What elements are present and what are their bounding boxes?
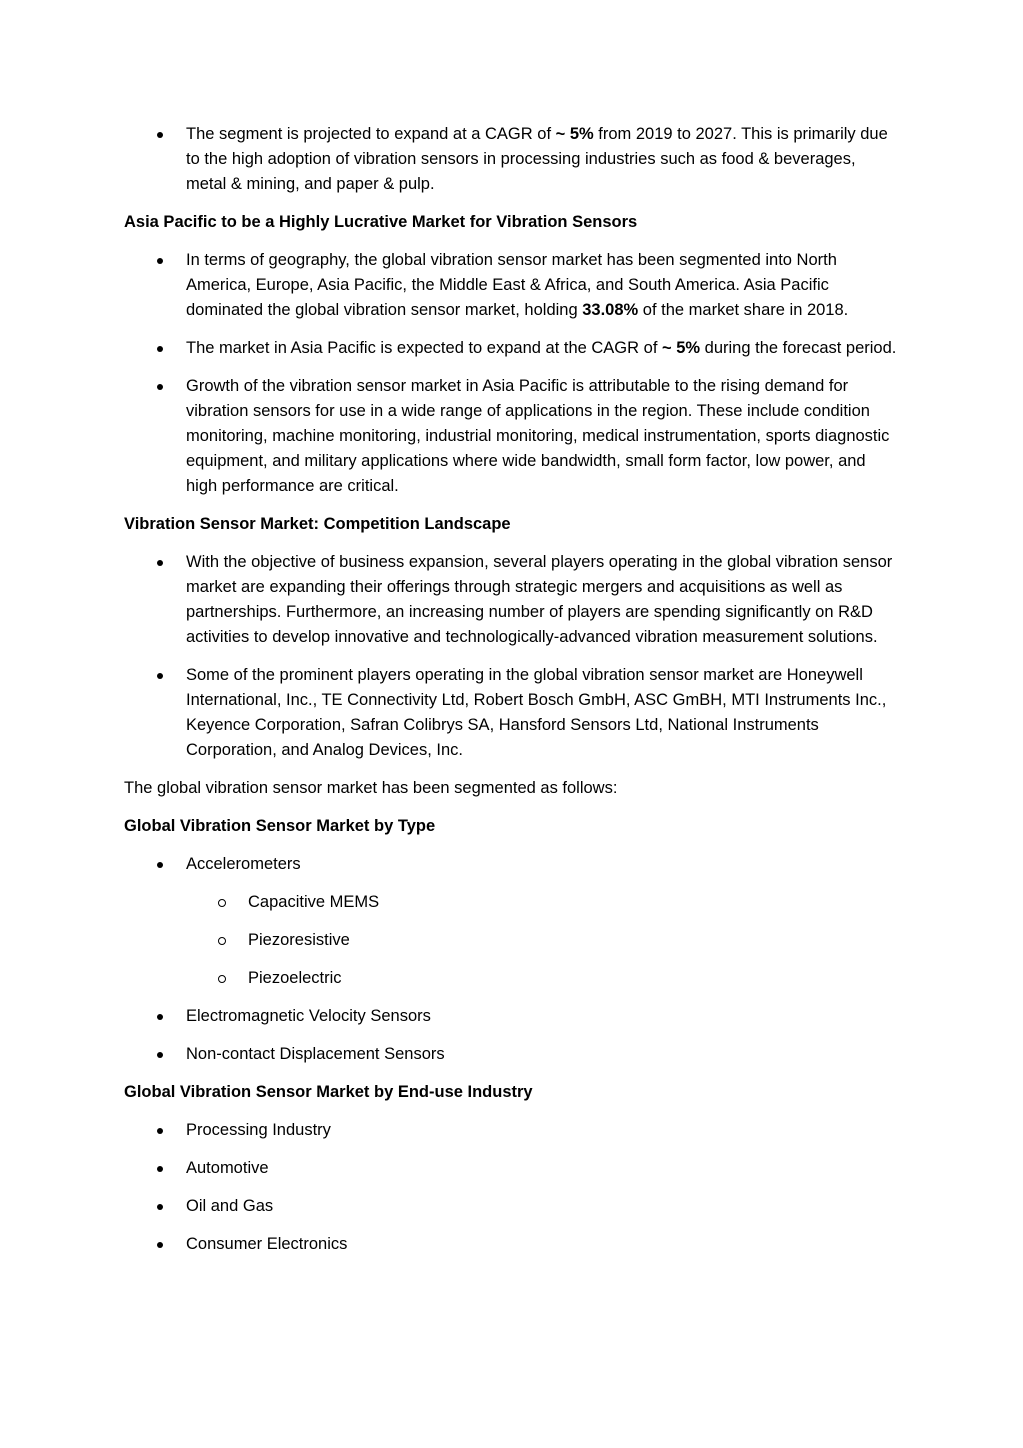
bullet-icon — [157, 560, 163, 566]
item-label: Oil and Gas — [186, 1197, 274, 1215]
text-segment: from 2019 to 2027. This is primarily due to the high adoption of vibration sensors in processing industries such as food & beverages, metal & mining, and paper & pulp. — [186, 125, 888, 193]
bullet-icon — [157, 1052, 163, 1058]
bullet-icon — [157, 1242, 163, 1248]
industry-bullet-list — [124, 1118, 899, 1257]
section-heading-industry: Global Vibration Sensor Market by End-use Industry — [124, 1083, 533, 1101]
asia-bullet-list — [124, 248, 899, 499]
intro-bullet-list — [124, 122, 899, 197]
item-label: Consumer Electronics — [186, 1235, 348, 1253]
type-bullet-list — [124, 852, 899, 1067]
list-item — [124, 1004, 899, 1029]
circle-bullet-icon — [218, 937, 226, 945]
item-label: Capacitive MEMS — [248, 893, 380, 911]
list-item — [124, 550, 899, 650]
sub-list-item — [186, 890, 899, 915]
bullet-icon — [157, 346, 163, 352]
circle-bullet-icon — [218, 899, 226, 907]
text-segment: of the market share in 2018. — [638, 301, 849, 319]
bullet-icon — [157, 258, 163, 264]
text-segment: The segment is projected to expand at a CAGR of — [186, 125, 556, 143]
item-label: Processing Industry — [186, 1121, 331, 1139]
text-segment: Growth of the vibration sensor market in Asia Pacific is attributable to the rising demand for vibration sensors for use in a wide range of applications in the region. These include condition monitoring, machine monitoring, industrial monitoring, medical instrumentation, sports diagnostic equipment, and military applications where wide bandwidth, small form factor, low power, and high performance are critical. — [186, 377, 890, 495]
bullet-icon — [157, 1014, 163, 1020]
bullet-icon — [157, 1204, 163, 1210]
list-item — [124, 1156, 899, 1181]
section-heading-type: Global Vibration Sensor Market by Type — [124, 817, 436, 835]
text-segment: during the forecast period. — [700, 339, 897, 357]
bullet-icon — [157, 673, 163, 679]
section-heading-asia: Asia Pacific to be a Highly Lucrative Market for Vibration Sensors — [124, 213, 638, 231]
segmentation-intro: The global vibration sensor market has been segmented as follows: — [124, 779, 618, 797]
market-share-value: 33.08% — [582, 301, 639, 319]
text-segment: In terms of geography, the global vibration sensor market has been segmented into North America, Europe, Asia Pacific, the Middle East & Africa, and South America. Asia Pacific dominated the global vibration sensor market, holding — [186, 251, 837, 319]
bullet-icon — [157, 132, 163, 138]
list-item — [124, 663, 899, 763]
list-item — [124, 1118, 899, 1143]
list-item — [124, 336, 899, 361]
circle-bullet-icon — [218, 975, 226, 983]
list-item — [124, 248, 899, 323]
section-heading-competition: Vibration Sensor Market: Competition Landscape — [124, 515, 511, 533]
text-segment: Some of the prominent players operating in the global vibration sensor market are Honeywell International, Inc., TE Connectivity Ltd, Robert Bosch GmbH, ASC GmBH, MTI Instruments Inc., Keyence Corporation, Safran Colibrys SA, Hansford Sensors Ltd, National Instruments Corporation, and Analog Devices, Inc. — [186, 666, 887, 759]
sub-list-item — [186, 928, 899, 953]
item-label: Piezoelectric — [248, 969, 342, 987]
item-label: Piezoresistive — [248, 931, 350, 949]
sub-list-item — [186, 966, 899, 991]
accelerometer-sub-list — [186, 890, 899, 991]
item-label: Automotive — [186, 1159, 269, 1177]
text-segment: With the objective of business expansion, several players operating in the global vibration sensor market are expanding their offerings through strategic mergers and acquisitions as well as partnerships. Furthermore, an increasing number of players are spending significantly on R&D activities to develop innovative and technologically-advanced vibration measurement solutions. — [186, 553, 893, 646]
list-item — [124, 1042, 899, 1067]
item-label: Non-contact Displacement Sensors — [186, 1045, 445, 1063]
list-item — [124, 1194, 899, 1219]
document-page — [124, 122, 899, 1270]
text-segment: The market in Asia Pacific is expected to expand at the CAGR of — [186, 339, 662, 357]
list-item — [124, 852, 899, 991]
list-item — [124, 1232, 899, 1257]
item-label: Electromagnetic Velocity Sensors — [186, 1007, 431, 1025]
list-item — [124, 374, 899, 499]
list-item — [124, 122, 899, 197]
bullet-icon — [157, 1128, 163, 1134]
cagr-value: ~ 5% — [662, 339, 701, 357]
bullet-icon — [157, 384, 163, 390]
item-label: Accelerometers — [186, 855, 301, 873]
competition-bullet-list — [124, 550, 899, 763]
bullet-icon — [157, 1166, 163, 1172]
cagr-value: ~ 5% — [555, 125, 594, 143]
bullet-icon — [157, 862, 163, 868]
